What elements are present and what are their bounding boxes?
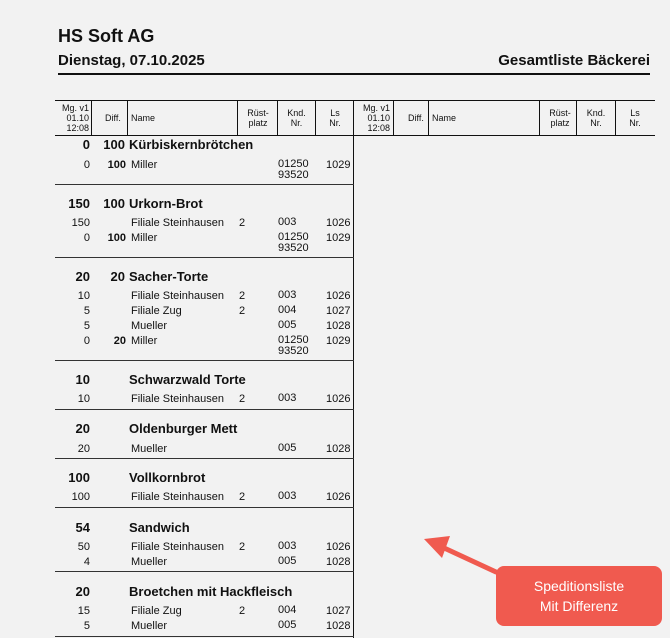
group-quantity: 20: [75, 421, 90, 436]
row-customer-name: Filiale Zug: [131, 605, 182, 617]
row-customer-number: [278, 556, 296, 567]
column-divider: [353, 100, 354, 638]
row-customer-number: [278, 620, 296, 631]
row-quantity: 15: [77, 605, 90, 617]
row-customer-name: Filiale Steinhausen: [131, 393, 224, 405]
row-customer-number: [278, 232, 309, 254]
row-delivery-number: 1026: [326, 290, 351, 302]
row-customer-number-line1: 003: [278, 490, 297, 502]
col-lsnr: Ls Nr.: [329, 108, 341, 128]
callout-line-2: Mit Differenz: [539, 598, 619, 614]
column-header-right: [354, 100, 655, 136]
callout-box: [496, 566, 662, 626]
row-customer-name: Mueller: [131, 620, 168, 632]
callout-arrow-icon: [420, 530, 500, 580]
report-date: Dienstag, 07.10.2025: [58, 52, 205, 69]
group-product-name: Kürbiskernbrötchen: [129, 137, 254, 152]
group-quantity: 10: [75, 372, 90, 387]
row-ruestplatz: 2: [239, 393, 246, 405]
row-customer-number-line1: 005: [278, 619, 297, 631]
col-lsnr-right: Ls Nr.: [629, 108, 641, 128]
row-customer-number-line1: 003: [278, 289, 297, 301]
row-customer-number: [278, 491, 296, 502]
list-title: Gesamtliste Bäckerei: [498, 52, 650, 69]
column-header-left: [55, 100, 354, 136]
group-product-name: Urkorn-Brot: [129, 196, 203, 211]
row-ruestplatz: 2: [239, 217, 246, 229]
group-separator: [55, 507, 354, 508]
group-separator: [55, 571, 354, 572]
row-difference: 20: [113, 335, 126, 347]
callout-line-1: Speditionsliste: [533, 578, 625, 594]
row-quantity: 0: [83, 232, 90, 244]
company-name: HS Soft AG: [58, 26, 155, 46]
group-quantity: 54: [75, 520, 90, 535]
group-difference: 20: [110, 269, 125, 284]
row-customer-number-line1: 003: [278, 392, 297, 404]
row-quantity: 0: [83, 335, 90, 347]
row-customer-number: [278, 305, 296, 316]
row-customer-name: Mueller: [131, 320, 168, 332]
col-mg-right: Mg. v1 01.10 12:08: [362, 103, 390, 133]
row-customer-number-line1: 003: [278, 540, 297, 552]
group-product-name: Vollkornbrot: [129, 470, 206, 485]
group-separator: [55, 184, 354, 185]
row-customer-number-line1: 005: [278, 442, 297, 454]
row-customer-number-line1: 004: [278, 304, 297, 316]
row-quantity: 5: [83, 620, 90, 632]
row-quantity: 0: [83, 159, 90, 171]
row-delivery-number: 1029: [326, 159, 351, 171]
row-customer-number-line2: 93520: [278, 169, 309, 181]
row-customer-number: [278, 541, 296, 552]
row-customer-number-line2: 93520: [278, 242, 309, 254]
group-difference: 100: [103, 196, 125, 211]
row-customer-number-line1: 01250: [278, 158, 309, 170]
col-diff: Diff.: [105, 113, 121, 123]
row-customer-number: [278, 605, 296, 616]
group-quantity: 20: [75, 269, 90, 284]
group-separator: [55, 360, 354, 361]
col-kundennr-right: Knd. Nr.: [586, 108, 606, 128]
row-customer-number-line1: 005: [278, 319, 297, 331]
group-quantity: 20: [75, 584, 90, 599]
row-quantity: 5: [83, 320, 90, 332]
col-name: Name: [131, 113, 156, 123]
row-customer-name: Filiale Steinhausen: [131, 491, 224, 503]
row-customer-number: [278, 393, 296, 404]
row-ruestplatz: 2: [239, 290, 246, 302]
row-delivery-number: 1028: [326, 320, 351, 332]
col-diff-right: Diff.: [408, 113, 424, 123]
group-separator: [55, 257, 354, 258]
group-quantity: 100: [68, 470, 90, 485]
group-quantity: 150: [68, 196, 90, 211]
row-difference: 100: [107, 159, 126, 171]
group-separator: [55, 636, 354, 637]
row-customer-number-line2: 93520: [278, 345, 309, 357]
group-product-name: Sandwich: [129, 520, 190, 535]
row-customer-name: Filiale Steinhausen: [131, 541, 224, 553]
row-delivery-number: 1026: [326, 217, 351, 229]
group-difference: 100: [103, 137, 125, 152]
row-quantity: 150: [71, 217, 90, 229]
row-customer-number: [278, 159, 309, 181]
row-ruestplatz: 2: [239, 541, 246, 553]
group-separator: [55, 409, 354, 410]
row-customer-name: Filiale Steinhausen: [131, 290, 224, 302]
row-ruestplatz: 2: [239, 305, 246, 317]
row-delivery-number: 1026: [326, 541, 351, 553]
row-delivery-number: 1028: [326, 556, 351, 568]
col-name-right: Name: [432, 113, 457, 123]
row-customer-number: [278, 320, 296, 331]
col-ruestplatz: Rüst- platz: [247, 108, 269, 128]
row-quantity: 10: [77, 290, 90, 302]
row-delivery-number: 1029: [326, 335, 351, 347]
row-ruestplatz: 2: [239, 605, 246, 617]
row-customer-number-line1: 004: [278, 604, 297, 616]
row-delivery-number: 1028: [326, 443, 351, 455]
row-customer-number: [278, 443, 296, 454]
row-customer-name: Miller: [131, 232, 158, 244]
row-customer-name: Mueller: [131, 443, 168, 455]
row-customer-number-line1: 01250: [278, 334, 309, 346]
group-product-name: Schwarzwald Torte: [129, 372, 246, 387]
row-customer-name: Mueller: [131, 556, 168, 568]
row-delivery-number: 1026: [326, 393, 351, 405]
row-ruestplatz: 2: [239, 491, 246, 503]
row-customer-number: [278, 290, 296, 301]
row-quantity: 5: [83, 305, 90, 317]
row-difference: 100: [107, 232, 126, 244]
row-delivery-number: 1027: [326, 605, 351, 617]
group-product-name: Sacher-Torte: [129, 269, 209, 284]
header-rule: [58, 73, 650, 75]
group-quantity: 0: [82, 137, 90, 152]
col-mg: Mg. v1 01.10 12:08: [61, 103, 89, 133]
group-separator: [55, 458, 354, 459]
row-customer-name: Miller: [131, 159, 158, 171]
row-quantity: 10: [77, 393, 90, 405]
row-customer-number-line1: 01250: [278, 231, 309, 243]
row-delivery-number: 1029: [326, 232, 351, 244]
row-customer-number: [278, 217, 296, 228]
row-delivery-number: 1027: [326, 305, 351, 317]
row-customer-name: Filiale Zug: [131, 305, 182, 317]
row-quantity: 100: [71, 491, 90, 503]
group-product-name: Broetchen mit Hackfleisch: [129, 584, 293, 599]
row-delivery-number: 1028: [326, 620, 351, 632]
row-quantity: 20: [77, 443, 90, 455]
col-ruestplatz-right: Rüst- platz: [549, 108, 571, 128]
row-customer-name: Miller: [131, 335, 158, 347]
row-customer-number-line1: 003: [278, 216, 297, 228]
row-customer-number: [278, 335, 309, 357]
row-customer-number-line1: 005: [278, 555, 297, 567]
group-product-name: Oldenburger Mett: [129, 421, 238, 436]
col-kundennr: Knd. Nr.: [287, 108, 306, 128]
row-delivery-number: 1026: [326, 491, 351, 503]
row-customer-name: Filiale Steinhausen: [131, 217, 224, 229]
row-quantity: 4: [83, 556, 90, 568]
row-quantity: 50: [77, 541, 90, 553]
